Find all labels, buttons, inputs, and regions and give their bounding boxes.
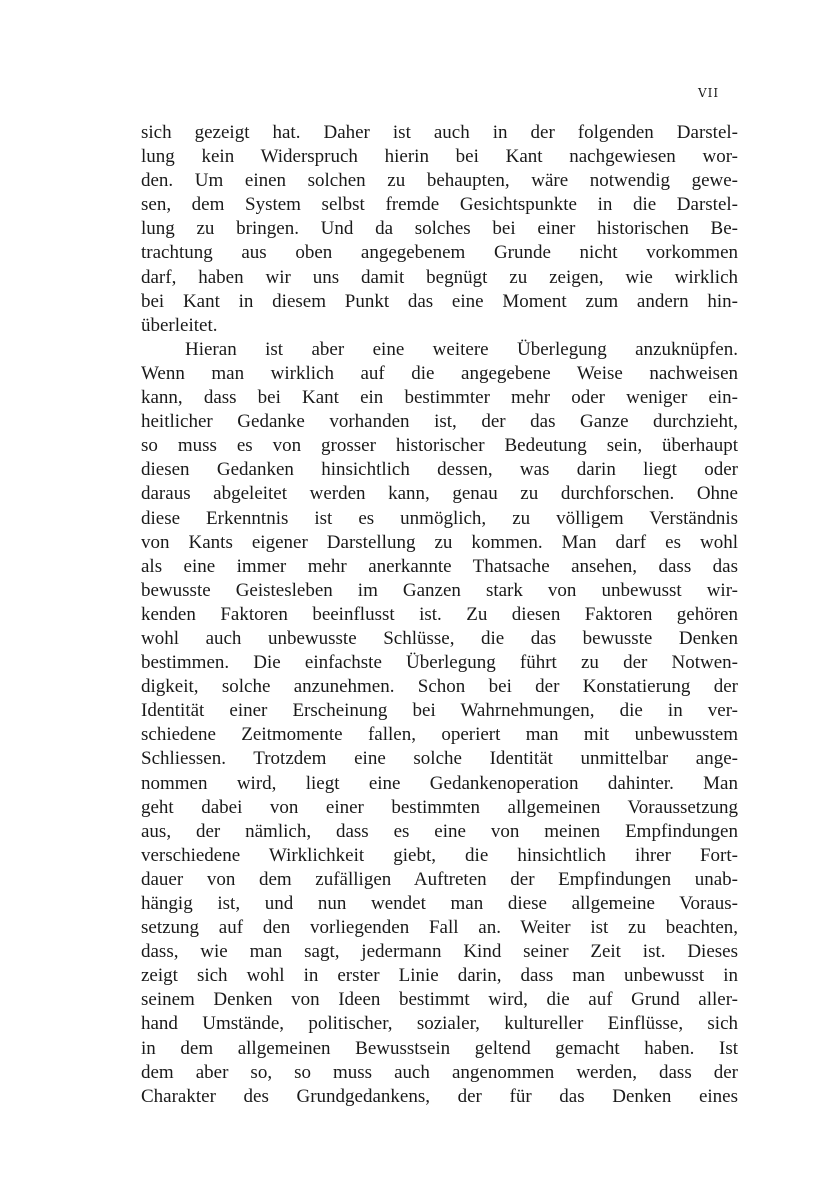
- text-line: trachtung aus oben angegebenem Grunde nicht vorkommen: [141, 242, 738, 264]
- text-line: wohl auch unbewusste Schlüsse, die das bewusste Denken: [141, 627, 738, 649]
- text-line: setzung auf den vorliegenden Fall an. Weiter ist zu beachten,: [141, 917, 738, 939]
- text-line: daraus abgeleitet werden kann, genau zu durchforschen. Ohne: [141, 483, 738, 505]
- text-line: überleitet.: [141, 314, 218, 336]
- body-text: [141, 121, 738, 1109]
- text-line: schiedene Zeitmomente fallen, operiert man mit unbewusstem: [141, 724, 738, 746]
- text-line: heitlicher Gedanke vorhanden ist, der das Ganze durchzieht,: [141, 411, 738, 433]
- text-line: geht dabei von einer bestimmten allgemeinen Voraussetzung: [141, 796, 738, 818]
- text-line: dauer von dem zufälligen Auftreten der Empfindungen unab-: [141, 868, 738, 890]
- text-line: digkeit, solche anzunehmen. Schon bei der Konstatierung der: [141, 676, 738, 698]
- text-line: bestimmen. Die einfachste Überlegung führt zu der Notwen-: [141, 652, 738, 674]
- text-line: zeigt sich wohl in erster Linie darin, dass man unbewusst in: [141, 965, 738, 987]
- text-line: darf, haben wir uns damit begnügt zu zeigen, wie wirklich: [141, 266, 738, 288]
- text-line: Identität einer Erscheinung bei Wahrnehmungen, die in ver-: [141, 700, 738, 722]
- page-number: VII: [698, 86, 720, 100]
- text-line: aus, der nämlich, dass es eine von meinen Empfindungen: [141, 820, 738, 842]
- text-line: sen, dem System selbst fremde Gesichtspunkte in die Darstel-: [141, 194, 738, 216]
- text-line: kann, dass bei Kant ein bestimmter mehr oder weniger ein-: [141, 387, 738, 409]
- text-line: bewusste Geistesleben im Ganzen stark von unbewusst wir-: [141, 579, 738, 601]
- text-line: verschiedene Wirklichkeit giebt, die hinsichtlich ihrer Fort-: [141, 844, 738, 866]
- text-line: als eine immer mehr anerkannte Thatsache ansehen, dass das: [141, 555, 738, 577]
- text-line: Schliessen. Trotzdem eine solche Identität unmittelbar ange-: [141, 748, 738, 770]
- text-line: seinem Denken von Ideen bestimmt wird, die auf Grund aller-: [141, 989, 738, 1011]
- text-line: kenden Faktoren beeinflusst ist. Zu diesen Faktoren gehören: [141, 603, 738, 625]
- text-line: lung kein Widerspruch hierin bei Kant nachgewiesen wor-: [141, 146, 738, 168]
- text-line: in dem allgemeinen Bewusstsein geltend gemacht haben. Ist: [141, 1037, 738, 1059]
- text-line: Charakter des Grundgedankens, der für das Denken eines: [141, 1085, 738, 1107]
- text-line: dass, wie man sagt, jedermann Kind seiner Zeit ist. Dieses: [141, 941, 738, 963]
- text-line: bei Kant in diesem Punkt das eine Moment zum andern hin-: [141, 290, 738, 312]
- text-line: diese Erkenntnis ist es unmöglich, zu völligem Verständnis: [141, 507, 738, 529]
- text-line: sich gezeigt hat. Daher ist auch in der folgenden Darstel-: [141, 122, 738, 143]
- text-line: von Kants eigener Darstellung zu kommen. Man darf es wohl: [141, 531, 738, 553]
- text-line: lung zu bringen. Und da solches bei einer historischen Be-: [141, 218, 738, 240]
- text-line: Wenn man wirklich auf die angegebene Weise nachweisen: [141, 362, 738, 384]
- text-line: hängig ist, und nun wendet man diese allgemeine Voraus-: [141, 893, 738, 914]
- text-line: nommen wird, liegt eine Gedankenoperation dahinter. Man: [141, 772, 738, 794]
- text-line: den. Um einen solchen zu behaupten, wäre notwendig gewe-: [141, 170, 738, 192]
- text-line: Hieran ist aber eine weitere Überlegung anzuknüpfen.: [185, 338, 738, 360]
- text-line: diesen Gedanken hinsichtlich dessen, was darin liegt oder: [141, 459, 738, 481]
- text-line: hand Umstände, politischer, sozialer, kultureller Einflüsse, sich: [141, 1013, 738, 1035]
- text-line: so muss es von grosser historischer Bedeutung sein, überhaupt: [141, 435, 738, 457]
- text-line: dem aber so, so muss auch angenommen werden, dass der: [141, 1061, 738, 1083]
